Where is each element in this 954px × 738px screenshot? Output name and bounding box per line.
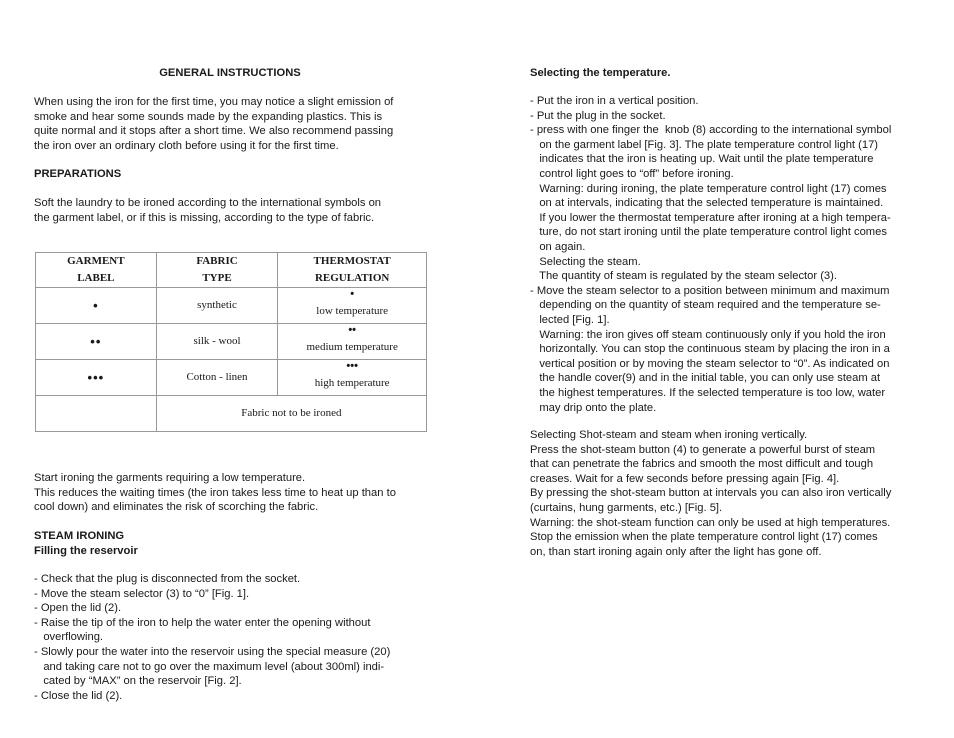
text-line: creases. Wait for a few seconds before pressing again [Fig. 4].	[530, 472, 840, 485]
garment-label-header: GARMENT LABEL	[36, 253, 157, 288]
text-line: the iron over an ordinary cloth before using it for the first time.	[34, 139, 339, 152]
list-item: and taking care not to go over the maximum level (about 300ml) indi-	[34, 660, 385, 673]
text-line: If you lower the thermostat temperature after ironing at a high tempera-	[530, 211, 891, 224]
fabric-temperature-table	[35, 252, 427, 432]
table-row	[36, 360, 427, 396]
text-line: on again.	[530, 241, 586, 253]
text-line: Selecting Shot-steam and steam when ironing vertically.	[530, 429, 808, 441]
empty-cell	[36, 396, 157, 432]
general-instructions-heading: GENERAL INSTRUCTIONS	[159, 67, 301, 79]
text-line: Selecting the steam.	[530, 255, 641, 268]
thermostat-text: low temperature	[316, 305, 389, 317]
text-line: on, than start ironing again only after the light has gone off.	[530, 545, 822, 558]
text-line: cool down) and eliminates the risk of scorching the fabric.	[34, 501, 319, 514]
table-header-row	[36, 253, 427, 288]
text-line: on the garment label [Fig. 3]. The plate temperature control light (17)	[530, 138, 879, 151]
text-line: ture, do not start ironing until the plate temperature control light comes	[530, 226, 887, 239]
garment-label-symbol: •••	[36, 360, 157, 396]
text-line: may drip onto the plate.	[530, 401, 657, 414]
fabric-type-cell: synthetic	[156, 288, 278, 324]
thermostat-cell	[278, 324, 427, 360]
list-item: - Check that the plug is disconnected from the socket.	[34, 573, 301, 585]
text-line: Start ironing the garments requiring a low temperature.	[34, 472, 306, 484]
list-item: - Open the lid (2).	[34, 602, 122, 615]
garment-label-symbol: ••	[36, 324, 157, 360]
text-line: on at intervals, indicating that the selected temperature is maintained.	[530, 197, 884, 210]
text-line: control light goes to “off” before ironing.	[530, 168, 734, 180]
text-line: Warning: the iron gives off steam continuously only if you hold the iron	[530, 328, 886, 341]
garment-label-symbol: •	[36, 288, 157, 324]
text-line: the highest temperatures. If the selected temperature is too low, water	[530, 387, 886, 399]
text-line: Warning: during ironing, the plate temperature control light (17) comes	[530, 182, 887, 195]
thermostat-symbol: ••	[348, 324, 357, 336]
fabric-type-header: FABRIC TYPE	[156, 253, 278, 288]
list-item: - Slowly pour the water into the reservoir using the special measure (20)	[34, 646, 391, 658]
steam-ironing-heading: STEAM IRONING	[34, 530, 125, 542]
text-line: depending on the quantity of steam required and the temperature se-	[530, 299, 881, 312]
thermostat-text: high temperature	[314, 377, 390, 389]
text-line: the garment label, or if this is missing, according to the type of fabric.	[34, 211, 375, 224]
text-line: the handle cover(9) and in the initial table, you can only use steam at	[530, 372, 881, 385]
text-line: that can penetrate the fabrics and smooth the most difficult and tough	[530, 458, 874, 471]
thermostat-symbol: •••	[346, 360, 358, 372]
thermostat-symbol: •	[350, 288, 355, 300]
text-line: Press the shot-steam button (4) to generate a powerful burst of steam	[530, 443, 876, 456]
text-line: Stop the emission when the plate temperature control light (17) comes	[530, 531, 878, 544]
text-line: This reduces the waiting times (the iron takes less time to heat up than to	[34, 486, 396, 499]
list-item: - Raise the tip of the iron to help the water enter the opening without	[34, 616, 371, 629]
table-row	[36, 288, 427, 324]
list-item: - Move the steam selector (3) to “0” [Fig. 1].	[34, 587, 250, 600]
text-line: vertical position or by moving the steam selector to “0”. As indicated on	[530, 357, 890, 370]
text-line: - Put the plug in the socket.	[530, 109, 666, 122]
text-line: (curtains, hung garments, etc.) [Fig. 5].	[530, 502, 723, 514]
text-line: Warning: the shot-steam function can only be used at high temperatures.	[530, 516, 891, 529]
preparations-heading: PREPARATIONS	[34, 168, 122, 180]
filling-reservoir-heading: Filling the reservoir	[34, 544, 138, 557]
text-line: - Move the steam selector to a position between minimum and maximum	[530, 284, 890, 297]
thermostat-regulation-header: THERMOSTAT REGULATION	[278, 253, 427, 288]
list-item: overflowing.	[34, 631, 104, 644]
text-line: The quantity of steam is regulated by the steam selector (3).	[530, 270, 837, 283]
list-item: cated by “MAX” on the reservoir [Fig. 2].	[34, 675, 242, 688]
text-line: quite normal and it stops after a short time. We also recommend passing	[34, 125, 394, 138]
text-line: When using the iron for the first time, you may notice a slight emission of	[34, 96, 394, 108]
thermostat-cell	[278, 288, 427, 324]
thermostat-text: medium temperature	[306, 341, 398, 353]
list-item: - Close the lid (2).	[34, 689, 123, 702]
text-line: Soft the laundry to be ironed according to the international symbols on	[34, 197, 382, 209]
text-line: indicates that the iron is heating up. Wait until the plate temperature	[530, 153, 874, 166]
text-line: horizontally. You can stop the continuous steam by placing the iron in a	[530, 343, 890, 356]
text-line: By pressing the shot-steam button at intervals you can also iron vertically	[530, 487, 892, 500]
fabric-type-cell: silk - wool	[156, 324, 278, 360]
text-line: lected [Fig. 1].	[530, 314, 610, 326]
text-line: - Put the iron in a vertical position.	[530, 95, 699, 107]
selecting-temperature-heading: Selecting the temperature.	[530, 67, 671, 79]
table-row	[36, 324, 427, 360]
not-ironed-cell: Fabric not to be ironed	[156, 396, 426, 432]
text-line: smoke and hear some sounds made by the expanding plastics. This is	[34, 110, 383, 123]
thermostat-cell	[278, 360, 427, 396]
table-row	[36, 396, 427, 432]
fabric-type-cell: Cotton - linen	[156, 360, 278, 396]
text-line: - press with one finger the knob (8) according to the international symbol	[530, 124, 892, 137]
